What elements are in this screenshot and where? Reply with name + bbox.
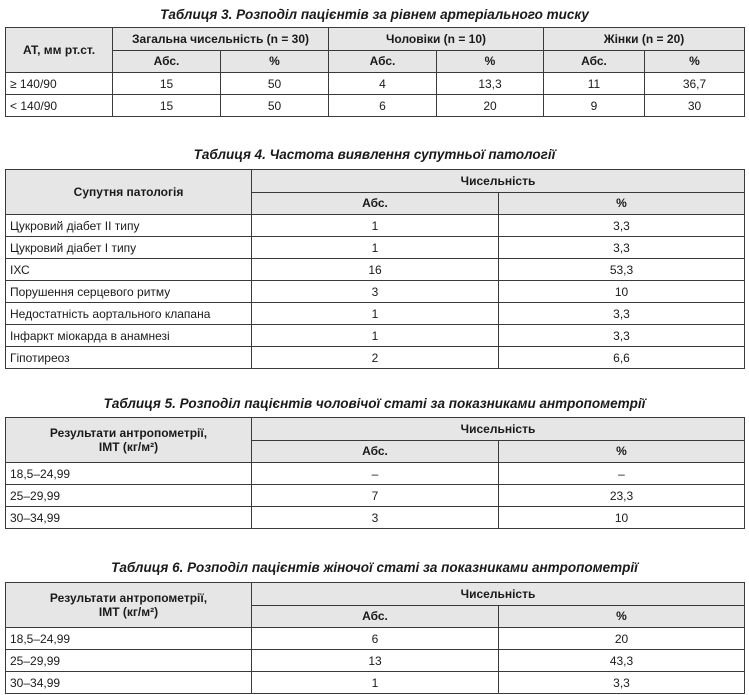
cell-abs: 6 — [252, 628, 499, 650]
cell-abs: 1 — [252, 215, 499, 237]
table6 — [5, 582, 745, 694]
cell-value: 6 — [329, 95, 437, 117]
table-row — [6, 650, 745, 672]
table3-subheader-pct: % — [645, 50, 745, 73]
cell-abs: 13 — [252, 650, 499, 672]
cell-abs: 3 — [252, 281, 499, 303]
table6-subheader-pct: % — [499, 605, 745, 628]
cell-abs: 16 — [252, 259, 499, 281]
cell-pct: 3,3 — [499, 672, 745, 694]
cell-abs: 1 — [252, 237, 499, 259]
cell-pct: 20 — [499, 628, 745, 650]
table-row — [6, 95, 745, 117]
cell-pct: – — [499, 463, 745, 485]
row-label: Цукровий діабет II типу — [6, 215, 252, 237]
table-row — [6, 281, 745, 303]
table-row — [6, 672, 745, 694]
row-label: 30–34,99 — [6, 507, 252, 529]
table3-header-group-men: Чоловіки (n = 10) — [329, 28, 544, 51]
row-label: Цукровий діабет I типу — [6, 237, 252, 259]
cell-value: 15 — [113, 73, 221, 95]
cell-abs: 2 — [252, 347, 499, 369]
table3-header-bp: АТ, мм рт.ст. — [6, 28, 113, 73]
table4-header-group: Чисельність — [252, 170, 745, 193]
cell-value: 30 — [645, 95, 745, 117]
row-label: 25–29,99 — [6, 485, 252, 507]
table-row — [6, 73, 745, 95]
table5 — [5, 417, 745, 529]
cell-pct: 3,3 — [499, 325, 745, 347]
row-label: Недостатність аортального клапана — [6, 303, 252, 325]
cell-pct: 53,3 — [499, 259, 745, 281]
cell-abs: 1 — [252, 672, 499, 694]
table-row — [6, 628, 745, 650]
cell-pct: 10 — [499, 281, 745, 303]
table6-caption: Таблиця 6. Розподіл пацієнтів жіночої статі за показниками антропометрії — [111, 560, 638, 575]
cell-value: 4 — [329, 73, 437, 95]
cell-pct: 10 — [499, 507, 745, 529]
table-row — [6, 485, 745, 507]
table3-header-group-women: Жінки (n = 20) — [544, 28, 745, 51]
row-label: ≥ 140/90 — [6, 73, 113, 95]
cell-abs: – — [252, 463, 499, 485]
cell-pct: 3,3 — [499, 237, 745, 259]
cell-pct: 23,3 — [499, 485, 745, 507]
cell-value: 9 — [544, 95, 645, 117]
cell-value: 50 — [221, 73, 329, 95]
table5-subheader-abs: Абс. — [252, 440, 499, 463]
row-label: < 140/90 — [6, 95, 113, 117]
table3-caption: Таблиця 3. Розподіл пацієнтів за рівнем артеріального тиску — [160, 7, 589, 22]
cell-abs: 1 — [252, 325, 499, 347]
cell-pct: 3,3 — [499, 303, 745, 325]
table3-subheader-abs: Абс. — [113, 50, 221, 73]
row-label: 18,5–24,99 — [6, 463, 252, 485]
table3-header-group-total: Загальна чисельність (n = 30) — [113, 28, 329, 51]
row-label: 18,5–24,99 — [6, 628, 252, 650]
cell-value: 50 — [221, 95, 329, 117]
table3 — [5, 27, 745, 117]
table6-subheader-abs: Абс. — [252, 605, 499, 628]
cell-value: 11 — [544, 73, 645, 95]
cell-value: 13,3 — [437, 73, 544, 95]
table6-header-anthropometry — [6, 583, 252, 628]
table-row — [6, 259, 745, 281]
row-label: Порушення серцевого ритму — [6, 281, 252, 303]
table5-header-anthropometry — [6, 418, 252, 463]
table-row — [6, 507, 745, 529]
table3-subheader-abs: Абс. — [329, 50, 437, 73]
row-label: ІХС — [6, 259, 252, 281]
table5-subheader-pct: % — [499, 440, 745, 463]
table-row — [6, 237, 745, 259]
table4-header-pathology: Супутня патологія — [6, 170, 252, 215]
table-row — [6, 463, 745, 485]
table4-subheader-abs: Абс. — [252, 192, 499, 215]
cell-abs: 7 — [252, 485, 499, 507]
cell-value: 20 — [437, 95, 544, 117]
table4-subheader-pct: % — [499, 192, 745, 215]
header-line: Результати антропометрії, — [49, 591, 208, 605]
table6-header-group: Чисельність — [252, 583, 745, 606]
table5-header-group: Чисельність — [252, 418, 745, 441]
row-label: 25–29,99 — [6, 650, 252, 672]
table-row — [6, 347, 745, 369]
header-line: ІМТ (кг/м²) — [98, 605, 159, 619]
header-line: Результати антропометрії, — [49, 426, 208, 440]
header-line: ІМТ (кг/м²) — [98, 440, 159, 454]
table4-caption: Таблиця 4. Частота виявлення супутньої патології — [193, 147, 556, 162]
row-label: 30–34,99 — [6, 672, 252, 694]
cell-abs: 3 — [252, 507, 499, 529]
cell-pct: 3,3 — [499, 215, 745, 237]
table3-subheader-abs: Абс. — [544, 50, 645, 73]
cell-pct: 6,6 — [499, 347, 745, 369]
row-label: Інфаркт міокарда в анамнезі — [6, 325, 252, 347]
table-row — [6, 215, 745, 237]
table3-subheader-pct: % — [221, 50, 329, 73]
table3-subheader-pct: % — [437, 50, 544, 73]
row-label: Гіпотиреоз — [6, 347, 252, 369]
cell-value: 36,7 — [645, 73, 745, 95]
cell-pct: 43,3 — [499, 650, 745, 672]
table-row — [6, 303, 745, 325]
table-row — [6, 325, 745, 347]
table5-caption: Таблиця 5. Розподіл пацієнтів чоловічої статі за показниками антропометрії — [103, 396, 646, 411]
cell-abs: 1 — [252, 303, 499, 325]
cell-value: 15 — [113, 95, 221, 117]
table4 — [5, 169, 745, 369]
